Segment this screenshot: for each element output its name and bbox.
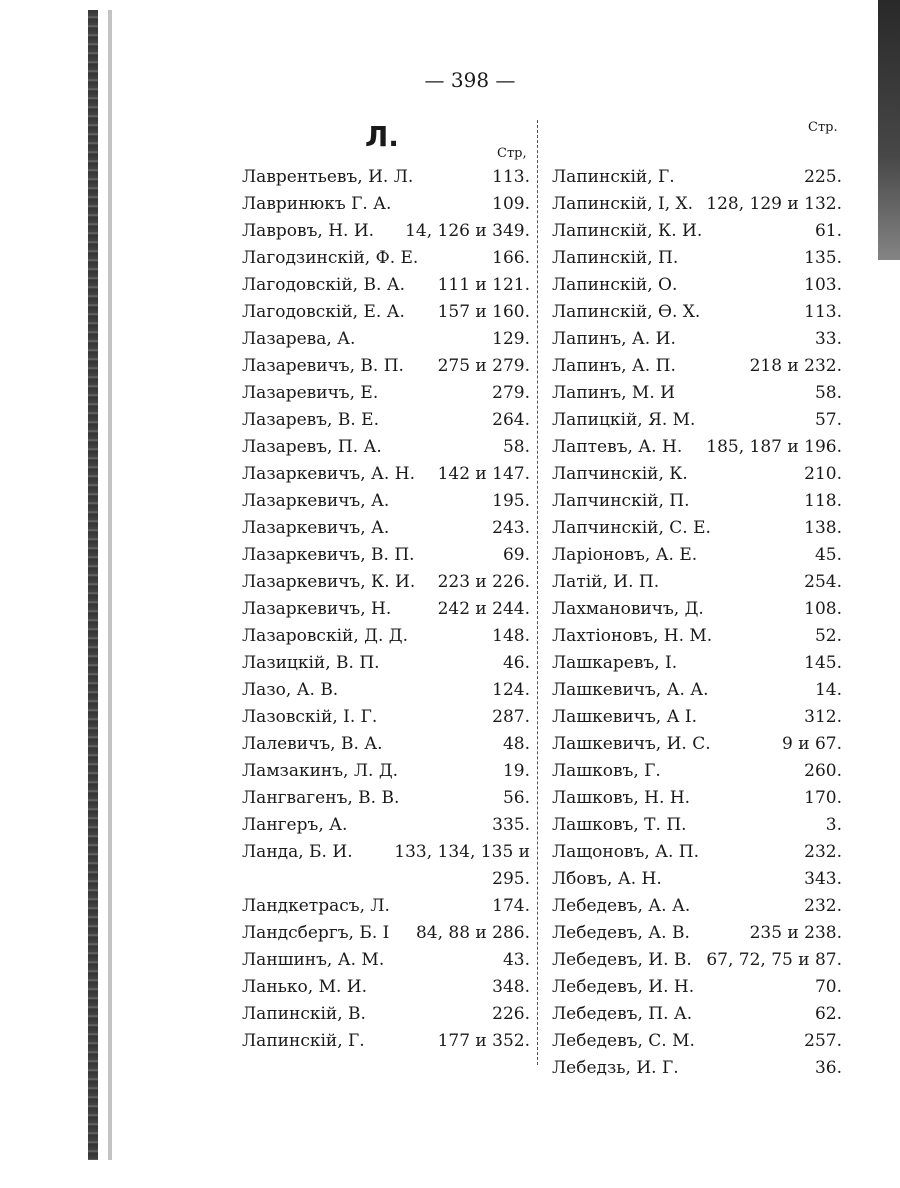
entry-name: Лапинъ, М. И (552, 383, 675, 403)
entry-name: Лазаревъ, В. Е. (242, 410, 379, 430)
index-entry (242, 191, 530, 218)
entry-pages: 3. (825, 815, 842, 835)
entry-pages: 232. (804, 842, 842, 862)
entry-name: Лазаркевичъ, К. И. (242, 572, 416, 592)
entry-name: Лашкевичъ, А. А. (552, 680, 709, 700)
pages-header-left: Стр, (497, 146, 527, 161)
index-column-left (242, 164, 530, 1055)
entry-pages: 335. (492, 815, 530, 835)
entry-pages: 84, 88 и 286. (415, 923, 530, 943)
index-entry (552, 488, 842, 515)
index-entry (552, 515, 842, 542)
scan-right-edge (878, 0, 900, 260)
entry-name: Лахмановичъ, Д. (552, 599, 704, 619)
entry-name: Лазаревъ, П. А. (242, 437, 382, 457)
index-entry (552, 380, 842, 407)
entry-name: Ландсбергъ, Б. I (242, 923, 390, 943)
entry-name: Лебедевъ, А. В. (552, 923, 690, 943)
entry-name: Лазаревичъ, Е. (242, 383, 379, 403)
index-entry (242, 974, 530, 1001)
entry-pages: 257. (804, 1031, 842, 1051)
index-entry (242, 893, 530, 920)
entry-pages: 135. (804, 248, 842, 268)
index-entry (552, 731, 842, 758)
entry-pages: 312. (804, 707, 842, 727)
index-entry (242, 758, 530, 785)
section-letter: Л. (365, 120, 399, 153)
entry-name: Лашковъ, Н. Н. (552, 788, 691, 808)
index-entry (552, 893, 842, 920)
entry-pages: 133, 134, 135 и (394, 842, 530, 862)
entry-name: Лебедевъ, П. А. (552, 1004, 693, 1024)
entry-name: Лебедевъ, И. В. (552, 950, 692, 970)
index-entry (242, 326, 530, 353)
entry-name: Лаврентьевъ, И. Л. (242, 167, 414, 187)
entry-pages: 170. (804, 788, 842, 808)
entry-name: Лапинъ, А. И. (552, 329, 676, 349)
entry-name: Лапинскій, К. И. (552, 221, 703, 241)
index-entry (242, 353, 530, 380)
entry-name: Лапчинскій, П. (552, 491, 690, 511)
entry-pages: 254. (804, 572, 842, 592)
index-entry (242, 947, 530, 974)
entry-pages: 109. (492, 194, 530, 214)
index-entry (242, 866, 530, 893)
entry-pages: 43. (502, 950, 530, 970)
index-entry (242, 488, 530, 515)
index-entry (552, 623, 842, 650)
index-entry (242, 299, 530, 326)
entry-name: Ларіоновъ, А. Е. (552, 545, 698, 565)
entry-pages: 243. (492, 518, 530, 538)
entry-name: Лагодовскій, В. А. (242, 275, 406, 295)
entry-name: Лазаровскій, Д. Д. (242, 626, 408, 646)
entry-name: Лазаркевичъ, А. (242, 491, 390, 511)
entry-pages: 138. (804, 518, 842, 538)
index-entry (242, 812, 530, 839)
index-entry (552, 920, 842, 947)
entry-name: Лашкевичъ, А І. (552, 707, 697, 727)
index-entry (552, 650, 842, 677)
entry-name: Лазаркевичъ, Н. (242, 599, 392, 619)
index-entry (242, 785, 530, 812)
entry-name: Лебедевъ, С. М. (552, 1031, 695, 1051)
entry-pages: 166. (492, 248, 530, 268)
index-entry (552, 434, 842, 461)
entry-pages: 232. (804, 896, 842, 916)
entry-name: Лапинскій, Ѳ. Х. (552, 302, 701, 322)
entry-pages: 148. (492, 626, 530, 646)
entry-name: Лашкаревъ, І. (552, 653, 678, 673)
index-entry (552, 947, 842, 974)
index-entry (552, 299, 842, 326)
index-entry (242, 677, 530, 704)
entry-name: Лапинъ, А. П. (552, 356, 676, 376)
index-entry (552, 569, 842, 596)
entry-name: Лавровъ, Н. И. (242, 221, 375, 241)
entry-pages: 118. (804, 491, 842, 511)
index-entry (242, 515, 530, 542)
entry-name: Ландкетрасъ, Л. (242, 896, 390, 916)
index-entry (552, 326, 842, 353)
entry-pages: 195. (492, 491, 530, 511)
entry-name: Лангеръ, А. (242, 815, 348, 835)
entry-pages: 58. (814, 383, 842, 403)
entry-name: Лапинскій, О. (552, 275, 678, 295)
index-entry (552, 542, 842, 569)
entry-pages: 279. (492, 383, 530, 403)
page-number: — 398 — (424, 68, 516, 92)
entry-pages: 56. (502, 788, 530, 808)
entry-pages: 210. (804, 464, 842, 484)
entry-name: Ланшинъ, А. М. (242, 950, 385, 970)
index-entry (242, 920, 530, 947)
entry-pages: 113. (492, 167, 530, 187)
entry-name: Лапинскій, П. (552, 248, 679, 268)
entry-pages: 124. (492, 680, 530, 700)
index-entry (552, 218, 842, 245)
entry-pages: 46. (502, 653, 530, 673)
index-entry (242, 245, 530, 272)
entry-name: Лазаревичъ, В. П. (242, 356, 404, 376)
entry-pages: 67, 72, 75 и 87. (706, 950, 842, 970)
entry-pages: 225. (804, 167, 842, 187)
index-entry (242, 218, 530, 245)
entry-name: Лазаркевичъ, В. П. (242, 545, 415, 565)
index-entry (242, 380, 530, 407)
entry-name: Лебедевъ, А. А. (552, 896, 691, 916)
index-entry (242, 596, 530, 623)
index-entry (552, 245, 842, 272)
index-entry (552, 839, 842, 866)
entry-name: Лагодовскій, Е. А. (242, 302, 405, 322)
entry-pages: 14. (814, 680, 842, 700)
index-entry (242, 623, 530, 650)
index-entry (242, 1028, 530, 1055)
entry-pages: 242 и 244. (437, 599, 530, 619)
entry-name: Лавринюкъ Г. А. (242, 194, 392, 214)
entry-name: Лащоновъ, А. П. (552, 842, 700, 862)
entry-name: Лапчинскій, К. (552, 464, 688, 484)
entry-pages: 264. (492, 410, 530, 430)
entry-pages: 58. (502, 437, 530, 457)
entry-name: Лашкевичъ, И. С. (552, 734, 711, 754)
entry-name: Ламзакинъ, Л. Д. (242, 761, 399, 781)
entry-pages: 343. (804, 869, 842, 889)
entry-name: Лазо, А. В. (242, 680, 339, 700)
entry-name: Лагодзинскій, Ф. Е. (242, 248, 419, 268)
entry-pages: 69. (502, 545, 530, 565)
index-entry (552, 704, 842, 731)
entry-name: Лапинскій, Г. (242, 1031, 365, 1051)
entry-pages: 275 и 279. (437, 356, 530, 376)
entry-name: Лазовскій, І. Г. (242, 707, 378, 727)
entry-name: Лашковъ, Т. П. (552, 815, 687, 835)
entry-pages: 142 и 147. (437, 464, 530, 484)
pages-header-right: Стр. (808, 120, 838, 135)
entry-name: Лбовъ, А. Н. (552, 869, 662, 889)
index-entry (552, 1055, 842, 1082)
entry-name: Лангвагенъ, В. В. (242, 788, 400, 808)
index-entry (242, 434, 530, 461)
index-entry (242, 569, 530, 596)
entry-name: Лазарева, А. (242, 329, 356, 349)
index-column-right (552, 164, 842, 1082)
index-entry (552, 596, 842, 623)
index-entry (552, 785, 842, 812)
index-entry (242, 542, 530, 569)
entry-pages: 52. (814, 626, 842, 646)
entry-name: Лапицкій, Я. М. (552, 410, 696, 430)
entry-pages: 218 и 232. (749, 356, 842, 376)
index-entry (552, 353, 842, 380)
index-entry (242, 731, 530, 758)
index-entry (552, 1001, 842, 1028)
entry-name: Ланда, Б. И. (242, 842, 353, 862)
entry-pages: 70. (814, 977, 842, 997)
entry-pages: 128, 129 и 132. (706, 194, 842, 214)
entry-pages: 223 и 226. (437, 572, 530, 592)
index-entry (552, 974, 842, 1001)
entry-name: Лазицкій, В. П. (242, 653, 380, 673)
entry-name: Лапинскій, В. (242, 1004, 366, 1024)
entry-pages: 174. (492, 896, 530, 916)
entry-pages: 348. (492, 977, 530, 997)
entry-pages: 111 и 121. (437, 275, 530, 295)
entry-pages: 19. (502, 761, 530, 781)
index-entry (552, 677, 842, 704)
entry-pages: 103. (804, 275, 842, 295)
entry-pages: 129. (492, 329, 530, 349)
entry-name: Ланько, М. И. (242, 977, 368, 997)
entry-name: Лашковъ, Г. (552, 761, 661, 781)
entry-name: Лазаркевичъ, А. Н. (242, 464, 415, 484)
column-divider (537, 120, 538, 1065)
entry-pages: 260. (804, 761, 842, 781)
index-entry (242, 407, 530, 434)
index-entry (552, 272, 842, 299)
index-entry (552, 164, 842, 191)
entry-name: Лапчинскій, С. Е. (552, 518, 711, 538)
index-entry (552, 1028, 842, 1055)
entry-pages: 287. (492, 707, 530, 727)
entry-pages: 48. (502, 734, 530, 754)
entry-pages: 157 и 160. (437, 302, 530, 322)
index-entry (552, 866, 842, 893)
scan-left-edge (88, 10, 98, 1160)
entry-pages: 45. (814, 545, 842, 565)
entry-pages: 62. (814, 1004, 842, 1024)
index-entry (242, 704, 530, 731)
entry-pages: 185, 187 и 196. (706, 437, 842, 457)
index-entry (552, 812, 842, 839)
index-entry (552, 461, 842, 488)
index-entry (242, 272, 530, 299)
entry-pages: 113. (804, 302, 842, 322)
entry-name: Лахтіоновъ, Н. М. (552, 626, 713, 646)
entry-name: Лебедзь, И. Г. (552, 1058, 679, 1078)
entry-pages: 226. (492, 1004, 530, 1024)
entry-pages: 235 и 238. (749, 923, 842, 943)
entry-pages: 61. (814, 221, 842, 241)
entry-name: Лебедевъ, И. Н. (552, 977, 695, 997)
entry-name: Лапинскій, І, Х. (552, 194, 694, 214)
entry-name: Лазаркевичъ, А. (242, 518, 390, 538)
index-entry (242, 839, 530, 866)
entry-pages: 14, 126 и 349. (405, 221, 530, 241)
entry-pages: 9 и 67. (782, 734, 842, 754)
entry-pages: 33. (814, 329, 842, 349)
index-entry (552, 191, 842, 218)
index-entry (552, 407, 842, 434)
entry-name: Лалевичъ, В. А. (242, 734, 383, 754)
entry-pages: 177 и 352. (437, 1031, 530, 1051)
entry-name: Латій, И. П. (552, 572, 660, 592)
index-entry (242, 461, 530, 488)
index-entry (552, 758, 842, 785)
entry-pages: 145. (804, 653, 842, 673)
entry-pages: 57. (814, 410, 842, 430)
entry-name: Лаптевъ, А. Н. (552, 437, 683, 457)
entry-pages: 295. (492, 869, 530, 889)
index-entry (242, 164, 530, 191)
entry-name: Лапинскій, Г. (552, 167, 675, 187)
index-entry (242, 650, 530, 677)
scan-left-edge-shadow (108, 10, 112, 1160)
entry-pages: 36. (814, 1058, 842, 1078)
index-entry (242, 1001, 530, 1028)
entry-pages: 108. (804, 599, 842, 619)
